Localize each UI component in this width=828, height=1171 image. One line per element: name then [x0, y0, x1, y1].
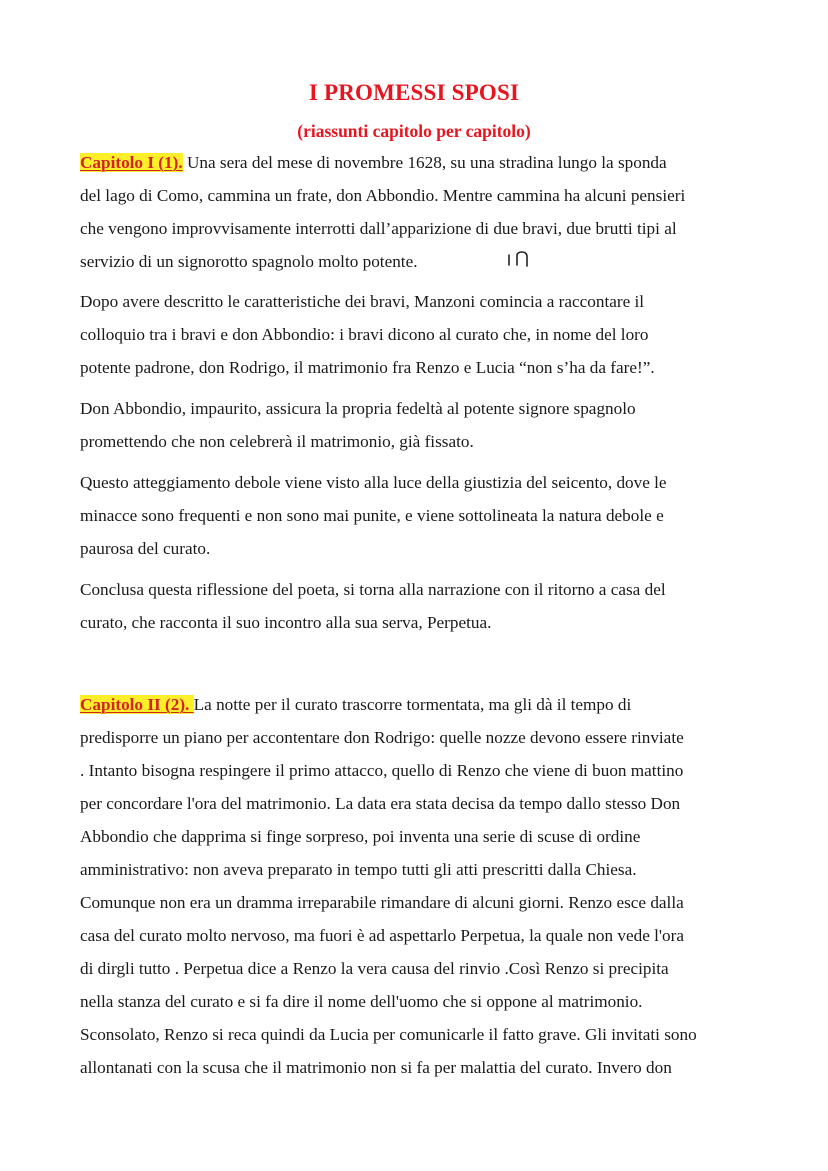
- text-line: Una sera del mese di novembre 1628, su una stradina lungo la sponda: [182, 153, 667, 172]
- text-line: Conclusa questa riflessione del poeta, si torna alla narrazione con il ritorno a casa del: [80, 580, 666, 599]
- text-line: Sconsolato, Renzo si reca quindi da Lucia per comunicarle il fatto grave. Gli invitati sono: [80, 1025, 697, 1044]
- text-line: La notte per il curato trascorre tormentata, ma gli dà il tempo di: [193, 695, 632, 714]
- text-line: casa del curato molto nervoso, ma fuori è ad aspettarlo Perpetua, la quale non vede l'ora: [80, 926, 684, 945]
- text-line: Don Abbondio, impaurito, assicura la propria fedeltà al potente signore spagnolo: [80, 399, 636, 418]
- text-line: paurosa del curato.: [80, 539, 211, 558]
- text-line: che vengono improvvisamente interrotti dall’apparizione di due bravi, due brutti tipi al: [80, 219, 677, 238]
- text-line: promettendo che non celebrerà il matrimonio, già fissato.: [80, 432, 474, 451]
- chapter2-paragraph-1: [80, 688, 752, 1084]
- text-line: Questo atteggiamento debole viene visto alla luce della giustizia del seicento, dove le: [80, 473, 667, 492]
- document-subtitle: (riassunti capitolo per capitolo): [297, 121, 531, 141]
- chapter2-heading: Capitolo II (2).: [80, 695, 194, 714]
- document-title: I PROMESSI SPOSI: [308, 80, 520, 105]
- chapter1-paragraph-3: [80, 392, 752, 458]
- handwritten-annotation: [505, 247, 533, 269]
- text-line: servizio di un signorotto spagnolo molto potente.: [80, 252, 418, 271]
- chapter1-paragraph-2: [80, 285, 752, 384]
- chapter1-paragraph-5: [80, 573, 752, 639]
- paragraph-line: [80, 688, 752, 721]
- text-line: del lago di Como, cammina un frate, don Abbondio. Mentre cammina ha alcuni pensieri: [80, 186, 686, 205]
- text-line: di dirgli tutto . Perpetua dice a Renzo la vera causa del rinvio .Così Renzo si precipita: [80, 959, 669, 978]
- text-line: Abbondio che dapprima si finge sorpreso, poi inventa una serie di scuse di ordine: [80, 827, 641, 846]
- text-line: potente padrone, don Rodrigo, il matrimonio fra Renzo e Lucia “non s’ha da fare!”.: [80, 358, 655, 377]
- chapter1-paragraph-4: [80, 466, 752, 565]
- text-line: Dopo avere descritto le caratteristiche dei bravi, Manzoni comincia a raccontare il: [80, 292, 645, 311]
- paragraph-line: [80, 146, 752, 179]
- chapter1-heading: Capitolo I (1).: [80, 153, 183, 172]
- text-line: colloquio tra i bravi e don Abbondio: i bravi dicono al curato che, in nome del loro: [80, 325, 649, 344]
- text-line: nella stanza del curato e si fa dire il nome dell'uomo che si oppone al matrimonio.: [80, 992, 643, 1011]
- text-line: predisporre un piano per accontentare don Rodrigo: quelle nozze devono essere rinviate: [80, 728, 684, 747]
- text-line: curato, che racconta il suo incontro alla sua serva, Perpetua.: [80, 613, 492, 632]
- chapter1-paragraph-1: [80, 146, 752, 278]
- text-line: Comunque non era un dramma irreparabile rimandare di alcuni giorni. Renzo esce dalla: [80, 893, 684, 912]
- text-line: minacce sono frequenti e non sono mai punite, e viene sottolineata la natura debole e: [80, 506, 664, 525]
- text-line: . Intanto bisogna respingere il primo attacco, quello di Renzo che viene di buon mattino: [80, 761, 684, 780]
- text-line: amministrativo: non aveva preparato in tempo tutti gli atti prescritti dalla Chiesa.: [80, 860, 637, 879]
- text-line: per concordare l'ora del matrimonio. La data era stata decisa da tempo dallo stesso Don: [80, 794, 681, 813]
- text-line: allontanati con la scusa che il matrimonio non si fa per malattia del curato. Invero don: [80, 1058, 672, 1077]
